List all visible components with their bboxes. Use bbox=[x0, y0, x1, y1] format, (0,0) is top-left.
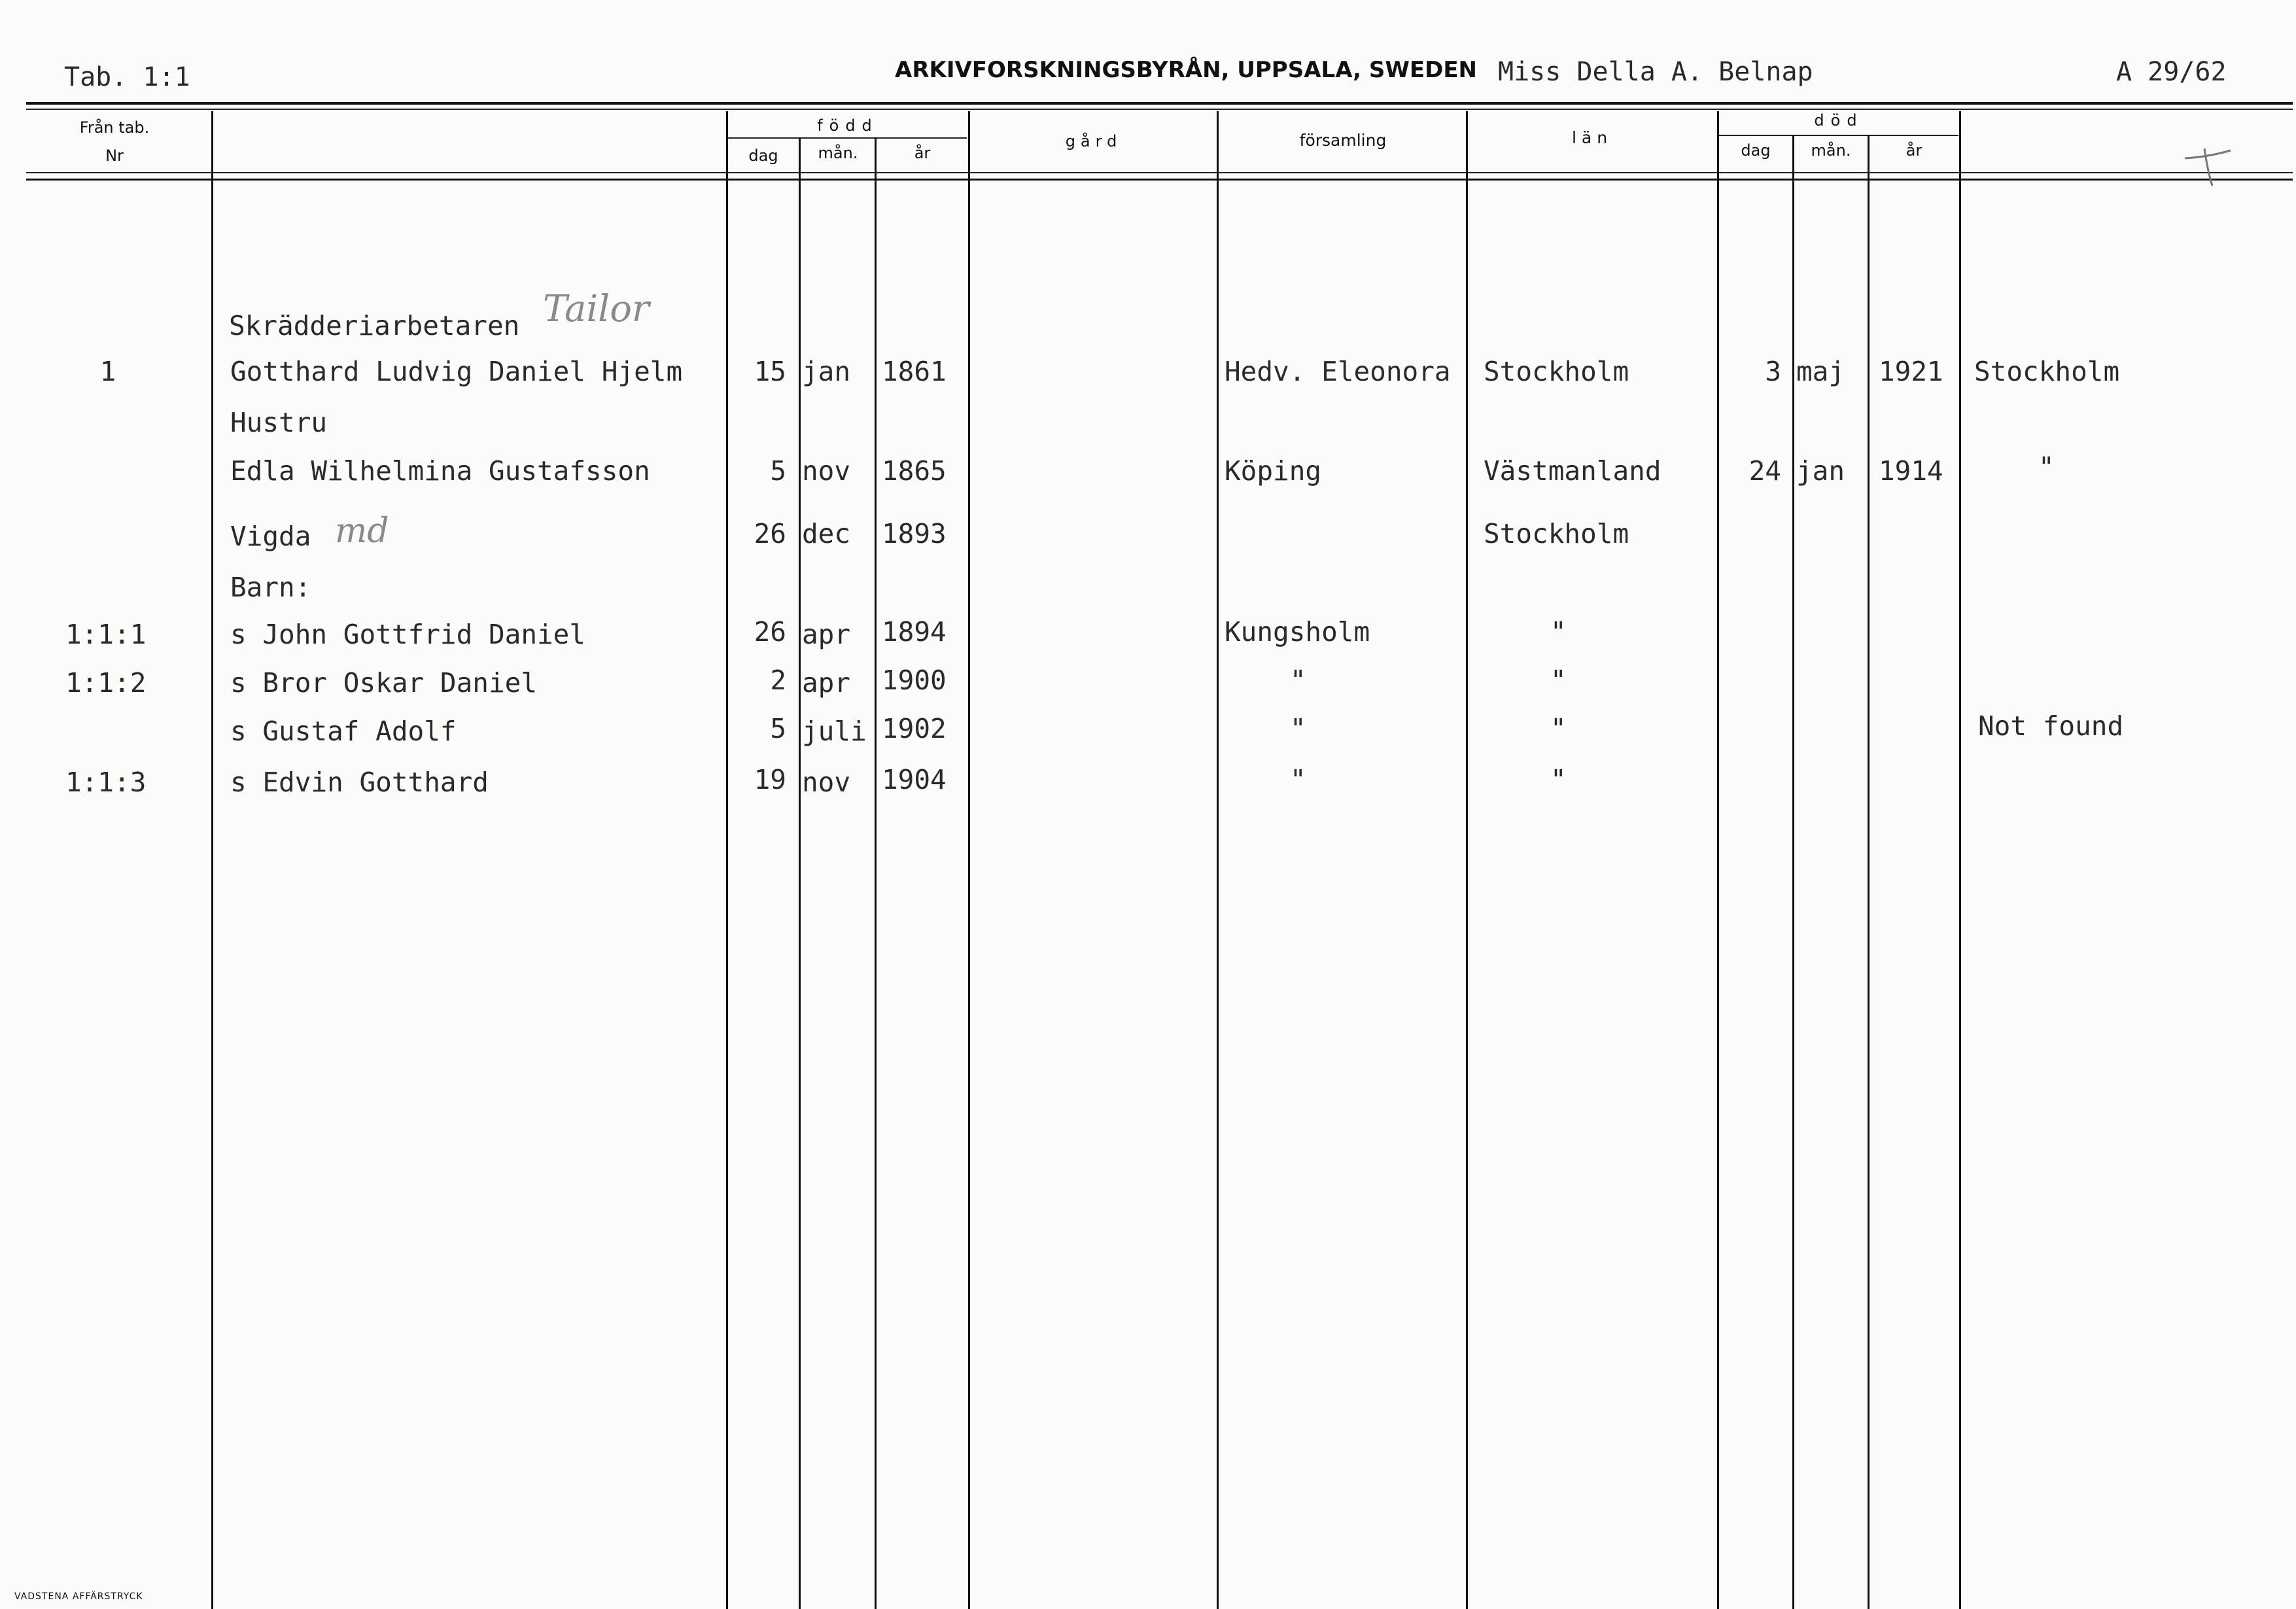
col-nr: Nr bbox=[105, 147, 124, 165]
col-fodd: född bbox=[817, 116, 878, 135]
child-name: s Edvin Gotthard bbox=[230, 767, 489, 798]
wife-death-year: 1914 bbox=[1879, 455, 1943, 487]
col-dod: död bbox=[1814, 111, 1864, 130]
married-label: Vigda bbox=[230, 521, 311, 552]
dod-subrule bbox=[1719, 135, 1958, 136]
head-birth-year: 1861 bbox=[882, 356, 947, 387]
col-ar: år bbox=[914, 144, 931, 162]
col-ar-2: år bbox=[1905, 141, 1922, 160]
child-county: " bbox=[1550, 616, 1567, 648]
wife-county: Västmanland bbox=[1484, 455, 1661, 487]
printer-imprint: VADSTENA AFFÄRSTRYCK bbox=[14, 1591, 143, 1602]
child-parish: " bbox=[1290, 764, 1306, 795]
child-name: s Gustaf Adolf bbox=[230, 716, 457, 747]
child-birth-year: 1902 bbox=[882, 713, 947, 744]
wife-death-day: 24 bbox=[1748, 455, 1781, 487]
head-death-month: maj bbox=[1796, 356, 1845, 387]
col-man: mån. bbox=[818, 144, 858, 162]
married-county: Stockholm bbox=[1484, 518, 1629, 549]
child-nr: 1:1:2 bbox=[65, 667, 147, 699]
col-line-1 bbox=[211, 111, 213, 1609]
head-name: Gotthard Ludvig Daniel Hjelm bbox=[230, 356, 683, 387]
wife-death-month: jan bbox=[1796, 455, 1845, 487]
header-rule-top-2 bbox=[26, 109, 2293, 110]
col-line-2 bbox=[726, 111, 728, 1609]
col-line-3 bbox=[799, 137, 801, 1609]
head-death-place: Stockholm bbox=[1974, 356, 2120, 387]
wife-label: Hustru bbox=[230, 407, 328, 438]
occupation: Skrädderiarbetaren bbox=[229, 310, 520, 341]
head-death-year: 1921 bbox=[1879, 356, 1943, 387]
child-parish: Kungsholm bbox=[1225, 616, 1370, 648]
tab-label: Tab. 1:1 bbox=[64, 62, 190, 92]
wife-birth-day: 5 bbox=[770, 455, 786, 487]
col-dag: dag bbox=[748, 147, 778, 165]
header-rule-bottom-2 bbox=[26, 179, 2293, 181]
col-line-4 bbox=[875, 137, 877, 1609]
head-parish: Hedv. Eleonora bbox=[1225, 356, 1451, 387]
col-gard: gård bbox=[1065, 132, 1122, 150]
children-label: Barn: bbox=[230, 572, 311, 603]
col-line-7 bbox=[1466, 111, 1468, 1609]
wife-name: Edla Wilhelmina Gustafsson bbox=[230, 455, 650, 487]
wife-death-place: " bbox=[2038, 451, 2055, 483]
child-birth-month: apr bbox=[802, 619, 851, 650]
header-rule-bottom bbox=[26, 172, 2293, 173]
head-birth-month: jan bbox=[802, 356, 851, 387]
child-name: s John Gottfrid Daniel bbox=[230, 619, 586, 650]
child-birth-day: 19 bbox=[754, 764, 786, 795]
child-county: " bbox=[1550, 665, 1567, 696]
married-month: dec bbox=[802, 518, 851, 549]
child-birth-month: juli bbox=[802, 716, 867, 747]
col-man-2: mån. bbox=[1811, 141, 1851, 160]
fodd-subrule bbox=[727, 137, 967, 139]
head-nr: 1 bbox=[99, 356, 116, 387]
child-birth-month: nov bbox=[802, 767, 851, 798]
col-line-5 bbox=[968, 111, 970, 1609]
child-birth-day: 2 bbox=[770, 665, 786, 696]
wife-parish: Köping bbox=[1225, 455, 1322, 487]
pencil-check-mark bbox=[2178, 145, 2237, 191]
col-forsamling: församling bbox=[1299, 131, 1387, 150]
col-dag-2: dag bbox=[1741, 141, 1771, 160]
col-line-6 bbox=[1217, 111, 1219, 1609]
col-line-10 bbox=[1868, 135, 1870, 1609]
child-parish: " bbox=[1290, 713, 1306, 744]
child-birth-day: 5 bbox=[770, 713, 786, 744]
married-year: 1893 bbox=[882, 518, 947, 549]
wife-birth-month: nov bbox=[802, 455, 851, 487]
col-line-9 bbox=[1792, 135, 1794, 1609]
header-rule-top bbox=[26, 102, 2293, 105]
col-line-11 bbox=[1959, 111, 1961, 1609]
child-birth-year: 1904 bbox=[882, 764, 947, 795]
bureau-title: ARKIVFORSKNINGSBYRÅN, UPPSALA, SWEDEN bbox=[895, 57, 1478, 83]
reference-number: A 29/62 bbox=[2116, 57, 2227, 87]
child-parish: " bbox=[1290, 665, 1306, 696]
child-name: s Bror Oskar Daniel bbox=[230, 667, 537, 699]
head-county: Stockholm bbox=[1484, 356, 1629, 387]
child-nr: 1:1:3 bbox=[65, 767, 147, 798]
occupation-handwritten-note: Tailor bbox=[543, 288, 650, 330]
child-birth-year: 1900 bbox=[882, 665, 947, 696]
child-birth-year: 1894 bbox=[882, 616, 947, 648]
col-lan: län bbox=[1571, 128, 1613, 147]
child-county: " bbox=[1550, 713, 1567, 744]
child-note: Not found bbox=[1978, 710, 2124, 742]
child-county: " bbox=[1550, 764, 1567, 795]
client-name: Miss Della A. Belnap bbox=[1498, 57, 1813, 87]
child-birth-day: 26 bbox=[754, 616, 786, 648]
head-death-day: 3 bbox=[1765, 356, 1781, 387]
child-birth-month: apr bbox=[802, 667, 851, 699]
married-day: 26 bbox=[754, 518, 786, 549]
col-fran-tab: Från tab. bbox=[79, 118, 150, 137]
head-birth-day: 15 bbox=[754, 356, 786, 387]
child-nr: 1:1:1 bbox=[65, 619, 147, 650]
wife-birth-year: 1865 bbox=[882, 455, 947, 487]
married-handwritten-note: md bbox=[335, 511, 389, 551]
col-line-8 bbox=[1717, 111, 1719, 1609]
